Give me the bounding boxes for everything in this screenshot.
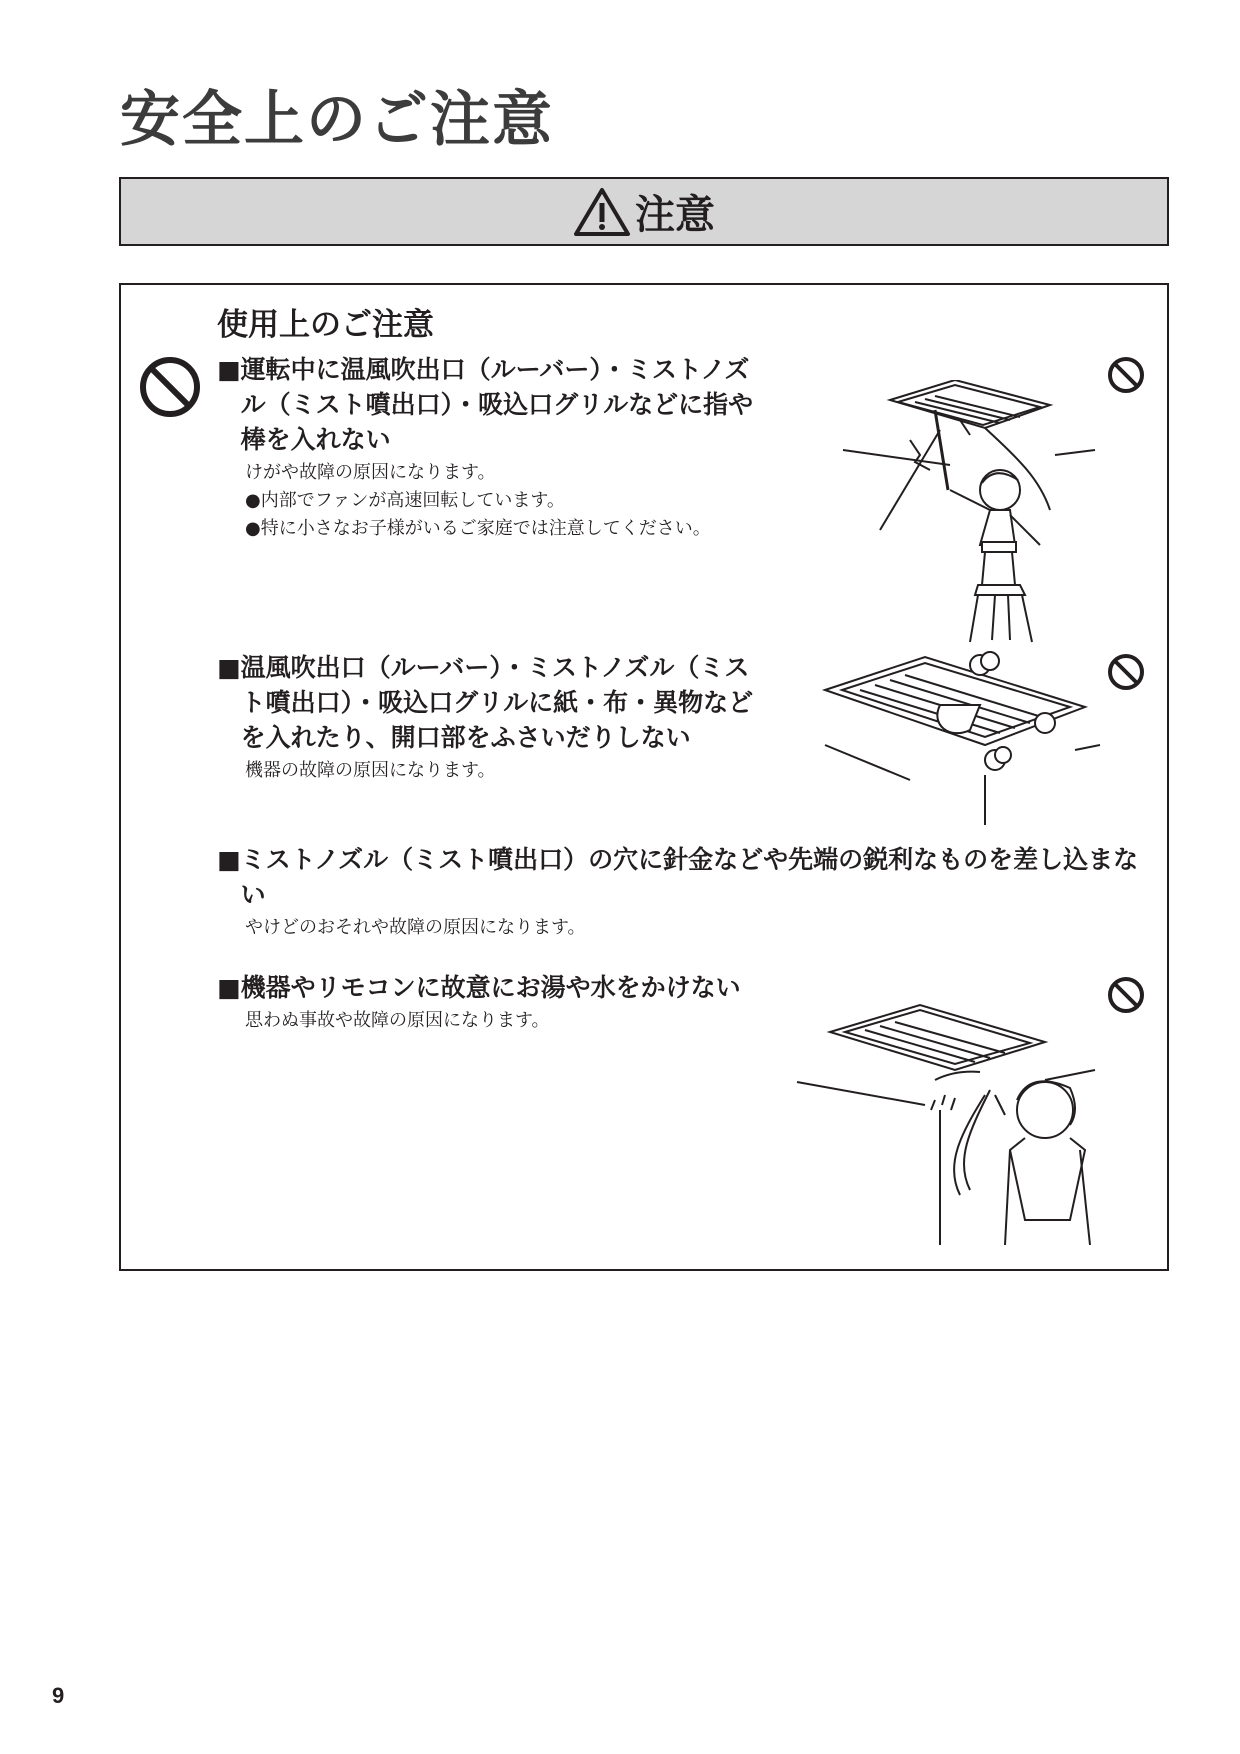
item-title: ミストノズル（ミスト噴出口）の穴に針金などや先端の鋭利なものを差し込まない [240, 845, 1139, 909]
section-heading: 使用上のご注意 [217, 307, 434, 343]
item-title: 運転中に温風吹出口（ルーバー）・ミストノズル（ミスト噴出口）・吸込口グリルなどに指や棒を入れない [240, 355, 754, 454]
square-mark: ■ [217, 653, 241, 682]
illustration-grille-blocked [820, 645, 1100, 825]
page-title: 安全上のご注意 [120, 85, 554, 155]
caution-item-1 [217, 352, 762, 543]
square-mark: ■ [217, 355, 241, 384]
item-bullet: ●内部でファンが高速回転しています。 [245, 490, 565, 511]
item-description: けがや故障の原因になります。 [245, 462, 496, 483]
square-mark: ■ [217, 845, 241, 874]
prohibition-icon [1106, 652, 1146, 692]
caution-item-2 [217, 650, 762, 785]
warning-triangle-icon [573, 187, 631, 237]
square-mark: ■ [217, 973, 241, 1002]
page-number: 9 [52, 1683, 65, 1708]
caution-label: 注意 [635, 192, 715, 238]
caution-banner [119, 177, 1169, 246]
prohibition-icon [1106, 355, 1146, 395]
caution-item-3 [217, 842, 1147, 942]
item-description: 機器の故障の原因になります。 [245, 760, 496, 781]
prohibition-icon [138, 355, 202, 419]
item-description: やけどのおそれや故障の原因になります。 [245, 917, 586, 938]
item-description: 思わぬ事故や故障の原因になります。 [245, 1010, 550, 1031]
item-bullet: ●特に小さなお子様がいるご家庭では注意してください。 [245, 518, 711, 539]
illustration-water-spray [795, 1000, 1115, 1245]
illustration-child-stick [840, 380, 1100, 650]
item-title: 温風吹出口（ルーバー）・ミストノズル（ミスト噴出口）・吸込口グリルに紙・布・異物などを入れたり、開口部をふさいだりしない [240, 653, 754, 752]
caution-item-4 [217, 970, 777, 1035]
item-title: 機器やリモコンに故意にお湯や水をかけない [240, 973, 741, 1002]
